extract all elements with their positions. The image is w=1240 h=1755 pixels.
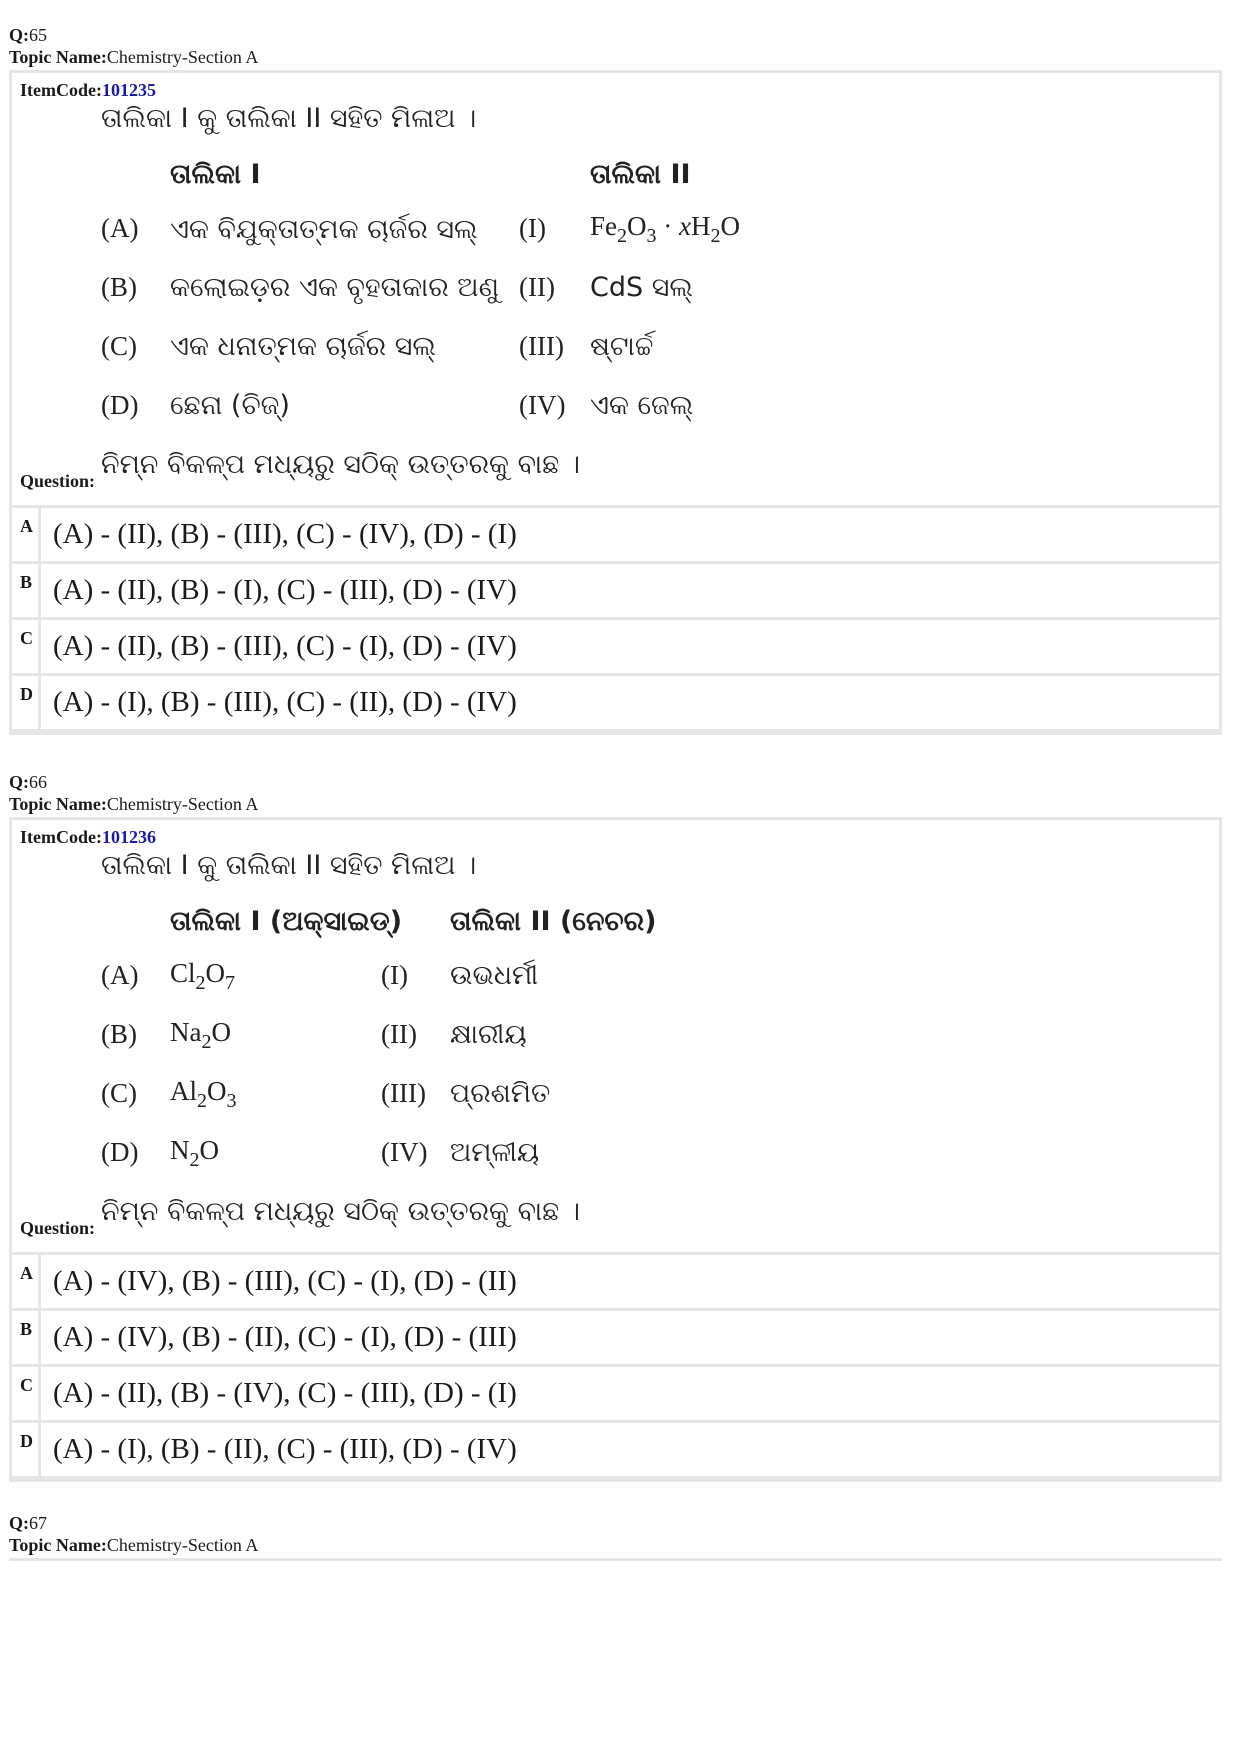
topic-line bbox=[9, 793, 1222, 815]
q-number: 67 bbox=[29, 1513, 47, 1533]
option-letter: A bbox=[12, 1255, 41, 1308]
row-label-right: (I) bbox=[381, 960, 408, 990]
item-box bbox=[9, 70, 1222, 735]
option-b[interactable] bbox=[12, 1308, 1219, 1364]
item-box bbox=[9, 817, 1222, 1482]
item-code: 101235 bbox=[101, 80, 156, 100]
row-text-left: $N_2O$ bbox=[170, 1135, 219, 1171]
question-label: Question: bbox=[20, 471, 96, 491]
row-label-right: (I) bbox=[519, 213, 546, 243]
topic-line bbox=[9, 46, 1222, 68]
option-text: (A) - (IV), (B) - (III), (C) - (I), (D) - (II) bbox=[53, 1265, 517, 1297]
question-text: ନିମ୍ନ ବିକଳ୍ପ ମଧ୍ୟରୁ ସଠିକ୍ ଉତ୍ତରକୁ ବାଛ । bbox=[101, 1196, 580, 1227]
row-text-left: $Al_2O_3$ bbox=[170, 1076, 237, 1112]
question-text: ନିମ୍ନ ବିକଳ୍ପ ମଧ୍ୟରୁ ସଠିକ୍ ଉତ୍ତରକୁ ବାଛ । bbox=[101, 449, 580, 480]
column-1-header: ତାଲିକା I (ଅକ୍ସାଇଡ୍) bbox=[170, 906, 403, 937]
option-c[interactable] bbox=[12, 617, 1219, 673]
option-text: (A) - (II), (B) - (III), (C) - (I), (D) - (IV) bbox=[53, 630, 517, 662]
row-text-right: $Fe_2O_3 \cdot xH_2O$ bbox=[590, 211, 740, 247]
option-letter: C bbox=[12, 620, 41, 673]
option-letter: B bbox=[12, 1311, 41, 1364]
option-d[interactable] bbox=[12, 1420, 1219, 1476]
option-a[interactable] bbox=[12, 505, 1219, 561]
row-label-left: (B) bbox=[101, 1019, 137, 1049]
item-code-label: ItemCode: bbox=[20, 827, 102, 847]
row-text-left: $Cl_2O_7$ bbox=[170, 958, 236, 994]
option-letter: D bbox=[12, 676, 41, 729]
question-65 bbox=[9, 24, 1222, 735]
row-text-right: ଏକ ଜେଲ୍ bbox=[590, 390, 694, 421]
item-code: 101236 bbox=[101, 827, 156, 847]
row-text-right: CdS ସଲ୍ bbox=[590, 272, 693, 303]
option-text: (A) - (I), (B) - (III), (C) - (II), (D) - (IV) bbox=[53, 686, 517, 718]
option-text: (A) - (I), (B) - (II), (C) - (III), (D) - (IV) bbox=[53, 1433, 517, 1465]
question-number-line bbox=[9, 1512, 1222, 1534]
question-stem bbox=[12, 101, 1219, 505]
option-letter: D bbox=[12, 1423, 41, 1476]
row-label-left: (C) bbox=[101, 331, 137, 361]
topic-name: Chemistry-Section A bbox=[106, 794, 259, 814]
row-label-right: (II) bbox=[519, 272, 555, 302]
option-text: (A) - (IV), (B) - (II), (C) - (I), (D) - (III) bbox=[53, 1321, 517, 1353]
row-text-left: କଲୋଇଡ଼ର ଏକ ବୃହତାକାର ଅଣୁ bbox=[170, 272, 499, 303]
stem-intro: ତାଲିକା I କୁ ତାଲିକା II ସହିତ ମିଳାଅ । bbox=[101, 103, 477, 134]
row-text-right: କ୍ଷାରୀୟ bbox=[450, 1019, 527, 1050]
option-letter: A bbox=[12, 508, 41, 561]
row-label-right: (II) bbox=[381, 1019, 417, 1049]
option-text: (A) - (II), (B) - (III), (C) - (IV), (D) - (I) bbox=[53, 518, 517, 550]
row-label-left: (D) bbox=[101, 1137, 139, 1167]
row-text-right: ପ୍ରଶମିତ bbox=[450, 1078, 551, 1109]
question-number-line bbox=[9, 771, 1222, 793]
q-number: 66 bbox=[29, 772, 47, 792]
question-number-line bbox=[9, 24, 1222, 46]
q-label: Q: bbox=[9, 25, 29, 45]
row-label-right: (IV) bbox=[519, 390, 566, 420]
option-b[interactable] bbox=[12, 561, 1219, 617]
topic-label: Topic Name: bbox=[9, 1535, 107, 1555]
row-text-left: ଛେନା (ଚିଜ୍) bbox=[170, 390, 290, 421]
topic-name: Chemistry-Section A bbox=[106, 1535, 259, 1555]
item-code-line bbox=[12, 73, 1219, 101]
column-1-header: ତାଲିକା I bbox=[170, 159, 261, 190]
q-label: Q: bbox=[9, 772, 29, 792]
topic-name: Chemistry-Section A bbox=[106, 47, 259, 67]
option-letter: C bbox=[12, 1367, 41, 1420]
column-2-header: ତାଲିକା II (ନେଚର) bbox=[450, 906, 657, 937]
question-66 bbox=[9, 771, 1222, 1482]
row-label-left: (D) bbox=[101, 390, 139, 420]
row-text-right: ଷ୍ଟାର୍ଚ୍ଚ bbox=[590, 331, 654, 362]
topic-line bbox=[9, 1534, 1222, 1556]
row-text-left: ଏକ ବିଯୁକ୍ତାତ୍ମକ ଚାର୍ଜର ସଲ୍ bbox=[170, 214, 478, 245]
row-label-left: (A) bbox=[101, 960, 139, 990]
question-stem bbox=[12, 848, 1219, 1252]
option-c[interactable] bbox=[12, 1364, 1219, 1420]
item-box-top-border bbox=[9, 1558, 1222, 1561]
row-label-right: (IV) bbox=[381, 1137, 428, 1167]
row-label-right: (III) bbox=[519, 331, 564, 361]
q-number: 65 bbox=[29, 25, 47, 45]
option-a[interactable] bbox=[12, 1252, 1219, 1308]
row-label-left: (A) bbox=[101, 213, 139, 243]
topic-label: Topic Name: bbox=[9, 47, 107, 67]
column-2-header: ତାଲିକା II bbox=[590, 159, 691, 190]
row-text-right: ଅମ୍ଳୀୟ bbox=[450, 1137, 540, 1168]
topic-label: Topic Name: bbox=[9, 794, 107, 814]
row-text-left: $Na_2O$ bbox=[170, 1017, 231, 1053]
item-code-label: ItemCode: bbox=[20, 80, 102, 100]
option-text: (A) - (II), (B) - (I), (C) - (III), (D) - (IV) bbox=[53, 574, 517, 606]
row-label-left: (B) bbox=[101, 272, 137, 302]
q-label: Q: bbox=[9, 1513, 29, 1533]
question-67 bbox=[9, 1512, 1222, 1561]
row-text-left: ଏକ ଧନାତ୍ମକ ଚାର୍ଜର ସଲ୍ bbox=[170, 331, 436, 362]
row-label-left: (C) bbox=[101, 1078, 137, 1108]
option-text: (A) - (II), (B) - (IV), (C) - (III), (D) - (I) bbox=[53, 1377, 517, 1409]
row-label-right: (III) bbox=[381, 1078, 426, 1108]
stem-intro: ତାଲିକା I କୁ ତାଲିକା II ସହିତ ମିଳାଅ । bbox=[101, 850, 477, 881]
option-d[interactable] bbox=[12, 673, 1219, 729]
item-code-line bbox=[12, 820, 1219, 848]
row-text-right: ଉଭଧର୍ମୀ bbox=[450, 960, 539, 991]
question-label: Question: bbox=[20, 1218, 96, 1238]
option-letter: B bbox=[12, 564, 41, 617]
